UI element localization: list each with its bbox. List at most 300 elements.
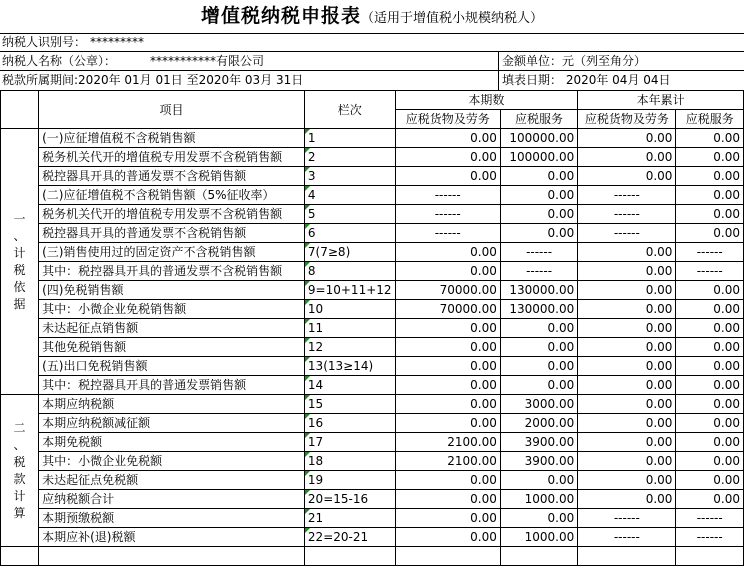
blank-cell xyxy=(500,547,577,566)
section-label-calc xyxy=(1,395,39,547)
row-line-number-text: 18 xyxy=(307,454,324,468)
row-current-goods[interactable] xyxy=(395,433,500,452)
row-current-services-text: 100000.00 xyxy=(509,131,575,145)
row-year-goods-text: 0.00 xyxy=(645,454,673,468)
section-char: 计 xyxy=(13,488,26,503)
row-year-services[interactable] xyxy=(676,528,744,547)
table-row xyxy=(1,471,744,490)
cell-marker-icon xyxy=(305,167,310,172)
row-line-number xyxy=(304,224,395,243)
row-line-number-text: 14 xyxy=(307,378,324,392)
row-year-goods-text: 0.00 xyxy=(645,435,673,449)
fill-date: 填表日期： 2020年 04月 04日 xyxy=(502,73,671,87)
cell-marker-icon xyxy=(305,148,310,153)
row-year-services-text: 0.00 xyxy=(713,131,740,145)
row-current-goods[interactable] xyxy=(395,224,500,243)
row-year-services[interactable] xyxy=(676,281,744,300)
row-item-label xyxy=(39,186,305,205)
table-row xyxy=(1,414,744,433)
section-char: 算 xyxy=(13,505,26,520)
blank-cell xyxy=(39,547,305,566)
row-item-label-text: 未达起征点销售额 xyxy=(42,321,139,335)
section-char: 依 xyxy=(13,279,26,294)
row-current-goods[interactable] xyxy=(395,205,500,224)
row-line-number xyxy=(304,433,395,452)
row-current-services-text: 3900.00 xyxy=(524,435,575,449)
row-year-goods[interactable] xyxy=(578,338,676,357)
row-current-goods-text: 2100.00 xyxy=(447,454,497,468)
row-current-services-text: 0.00 xyxy=(547,226,575,240)
row-year-goods-text: 0.00 xyxy=(645,150,673,164)
row-year-goods-text: 0.00 xyxy=(645,492,673,506)
row-year-goods-text: ------ xyxy=(613,188,640,202)
row-year-services[interactable] xyxy=(676,205,744,224)
row-current-services-text: 2000.00 xyxy=(524,416,575,430)
row-line-number-text: 19 xyxy=(307,473,324,487)
row-current-services[interactable] xyxy=(500,224,577,243)
row-line-number xyxy=(304,205,395,224)
row-line-number xyxy=(304,490,395,509)
row-current-services[interactable] xyxy=(500,167,577,186)
table-row xyxy=(1,433,744,452)
row-item-label-text: 本期预缴税额 xyxy=(42,511,115,525)
row-current-services-text: 100000.00 xyxy=(509,150,575,164)
row-year-services-text: 0.00 xyxy=(713,473,740,487)
row-year-services-text: ------ xyxy=(696,530,723,544)
row-item-label xyxy=(39,490,305,509)
row-current-services[interactable] xyxy=(500,357,577,376)
row-year-services[interactable] xyxy=(676,129,744,148)
table-row xyxy=(1,262,744,281)
row-item-label-text: 税控器具开具的普通发票不含税销售额 xyxy=(42,169,247,183)
col-header-services-year: 应税服务 xyxy=(676,110,744,129)
row-year-services-text: 0.00 xyxy=(713,207,740,221)
row-current-services[interactable] xyxy=(500,300,577,319)
cell-marker-icon xyxy=(305,471,310,476)
row-current-goods[interactable] xyxy=(395,452,500,471)
row-item-label xyxy=(39,262,305,281)
row-line-number-text: 2 xyxy=(307,150,316,164)
row-item-label xyxy=(39,205,305,224)
row-line-number-text: 12 xyxy=(307,340,324,354)
row-year-goods[interactable] xyxy=(578,490,676,509)
row-year-services[interactable] xyxy=(676,186,744,205)
row-item-label xyxy=(39,319,305,338)
row-current-goods[interactable] xyxy=(395,528,500,547)
row-year-goods[interactable] xyxy=(578,395,676,414)
table-row xyxy=(1,376,744,395)
row-item-label xyxy=(39,528,305,547)
row-current-services[interactable] xyxy=(500,471,577,490)
row-current-goods-text: 0.00 xyxy=(470,245,497,259)
row-year-goods-text: 0.00 xyxy=(645,397,673,411)
row-line-number xyxy=(304,338,395,357)
row-current-goods[interactable] xyxy=(395,319,500,338)
col-header-current: 本期数 xyxy=(395,91,578,110)
col-header-item: 项目 xyxy=(39,91,305,129)
row-line-number-text: 7(7≥8) xyxy=(307,245,351,259)
row-year-services[interactable] xyxy=(676,167,744,186)
table-row xyxy=(1,224,744,243)
row-current-services-text: 0.00 xyxy=(547,378,575,392)
row-line-number xyxy=(304,129,395,148)
row-current-goods-text: 0.00 xyxy=(470,340,497,354)
row-current-goods[interactable] xyxy=(395,281,500,300)
blank-cell xyxy=(1,547,39,566)
row-current-services[interactable] xyxy=(500,395,577,414)
row-current-services[interactable] xyxy=(500,490,577,509)
row-current-services[interactable] xyxy=(500,281,577,300)
taxpayer-name-row xyxy=(0,52,744,70)
row-item-label-text: (二)应征增值税不含税销售额（5%征收率） xyxy=(42,188,275,202)
row-current-services[interactable] xyxy=(500,262,577,281)
row-year-goods[interactable] xyxy=(578,281,676,300)
row-year-services[interactable] xyxy=(676,509,744,528)
table-row xyxy=(1,167,744,186)
section-char: 税 xyxy=(13,454,26,469)
cell-marker-icon xyxy=(305,357,310,362)
row-item-label xyxy=(39,167,305,186)
row-line-number-text: 16 xyxy=(307,416,324,430)
row-current-goods-text: ------ xyxy=(434,226,461,240)
row-current-services-text: ------ xyxy=(526,245,553,259)
row-current-goods-text: 0.00 xyxy=(470,264,497,278)
row-current-services[interactable] xyxy=(500,414,577,433)
row-line-number xyxy=(304,414,395,433)
row-line-number xyxy=(304,300,395,319)
row-year-services-text: 0.00 xyxy=(713,302,740,316)
row-year-services-text: 0.00 xyxy=(713,416,740,430)
row-item-label-text: 其中：税控器具开具的普通发票销售额 xyxy=(42,378,247,392)
row-line-number xyxy=(304,319,395,338)
row-current-services[interactable] xyxy=(500,186,577,205)
row-current-services[interactable] xyxy=(500,129,577,148)
cell-marker-icon xyxy=(305,414,310,419)
section-label-basis xyxy=(1,129,39,395)
row-line-number xyxy=(304,243,395,262)
row-year-goods[interactable] xyxy=(578,376,676,395)
cell-marker-icon xyxy=(305,205,310,210)
taxpayer-id-label: 纳税人识别号： xyxy=(2,35,87,49)
row-year-goods-text: 0.00 xyxy=(645,283,673,297)
row-current-goods[interactable] xyxy=(395,167,500,186)
row-year-goods[interactable] xyxy=(578,319,676,338)
row-year-services-text: 0.00 xyxy=(713,283,740,297)
row-year-services-text: 0.00 xyxy=(713,454,740,468)
col-header-goods: 应税货物及劳务 xyxy=(395,110,500,129)
row-current-goods[interactable] xyxy=(395,395,500,414)
row-item-label-text: 未达起征点免税额 xyxy=(42,473,139,487)
row-current-goods-text: ------ xyxy=(434,207,461,221)
row-line-number-text: 11 xyxy=(307,321,324,335)
row-year-services-text: 0.00 xyxy=(713,321,740,335)
table-row-blank xyxy=(1,547,744,566)
row-current-services[interactable] xyxy=(500,452,577,471)
row-item-label-text: 税控器具开具的普通发票不含税销售额 xyxy=(42,226,247,240)
cell-marker-icon xyxy=(305,452,310,457)
row-line-number xyxy=(304,281,395,300)
row-current-goods-text: 0.00 xyxy=(470,321,497,335)
row-item-label-text: 应纳税额合计 xyxy=(42,492,115,506)
row-current-goods-text: 70000.00 xyxy=(439,302,497,316)
row-year-goods-text: 0.00 xyxy=(645,302,673,316)
row-current-goods[interactable] xyxy=(395,471,500,490)
row-year-goods[interactable] xyxy=(578,224,676,243)
row-item-label-text: 本期应纳税额 xyxy=(42,397,115,411)
row-year-goods-text: 0.00 xyxy=(645,378,673,392)
row-current-goods-text: 2100.00 xyxy=(447,435,497,449)
row-current-goods[interactable] xyxy=(395,376,500,395)
row-year-goods-text: 0.00 xyxy=(645,416,673,430)
row-year-services[interactable] xyxy=(676,243,744,262)
row-year-goods-text: 0.00 xyxy=(645,340,673,354)
cell-marker-icon xyxy=(305,224,310,229)
row-current-services-text: 0.00 xyxy=(547,207,575,221)
row-year-goods[interactable] xyxy=(578,167,676,186)
row-year-goods[interactable] xyxy=(578,357,676,376)
row-current-services[interactable] xyxy=(500,433,577,452)
row-line-number-text: 17 xyxy=(307,435,324,449)
row-year-goods-text: 0.00 xyxy=(645,131,673,145)
row-line-number-text: 15 xyxy=(307,397,324,411)
row-year-services-text: 0.00 xyxy=(713,492,740,506)
row-item-label xyxy=(39,395,305,414)
cell-marker-icon xyxy=(305,129,310,134)
row-current-services[interactable] xyxy=(500,509,577,528)
row-line-number xyxy=(304,376,395,395)
row-item-label xyxy=(39,471,305,490)
row-year-goods[interactable] xyxy=(578,528,676,547)
row-year-goods-text: 0.00 xyxy=(645,245,673,259)
row-current-services[interactable] xyxy=(500,376,577,395)
row-item-label xyxy=(39,414,305,433)
blank-cell xyxy=(578,547,676,566)
row-item-label xyxy=(39,243,305,262)
row-year-services-text: ------ xyxy=(696,245,723,259)
row-year-goods[interactable] xyxy=(578,243,676,262)
row-line-number-text: 6 xyxy=(307,226,316,240)
table-row xyxy=(1,395,744,414)
row-current-goods-text: 0.00 xyxy=(470,530,497,544)
cell-marker-icon xyxy=(305,490,310,495)
row-year-goods[interactable] xyxy=(578,471,676,490)
row-year-services-text: ------ xyxy=(696,511,723,525)
row-current-services-text: 130000.00 xyxy=(509,302,575,316)
row-line-number-text: 21 xyxy=(307,511,324,525)
taxpayer-name-label: 纳税人名称（公章）： xyxy=(2,54,117,68)
row-current-services[interactable] xyxy=(500,528,577,547)
row-year-goods[interactable] xyxy=(578,148,676,167)
row-current-services[interactable] xyxy=(500,243,577,262)
row-current-services[interactable] xyxy=(500,148,577,167)
row-year-services[interactable] xyxy=(676,224,744,243)
row-item-label-text: 其中：小微企业免税销售额 xyxy=(42,302,187,316)
row-item-label xyxy=(39,148,305,167)
row-year-goods-text: ------ xyxy=(613,530,640,544)
row-item-label-text: 税务机关代开的增值税专用发票不含税销售额 xyxy=(42,150,283,164)
row-year-services[interactable] xyxy=(676,319,744,338)
row-current-services-text: 3900.00 xyxy=(524,454,575,468)
row-item-label xyxy=(39,224,305,243)
row-item-label xyxy=(39,452,305,471)
row-line-number-text: 9=10+11+12 xyxy=(307,283,392,297)
row-line-number-text: 5 xyxy=(307,207,316,221)
row-year-goods[interactable] xyxy=(578,186,676,205)
tax-period: 税款所属期间:2020年 01月 01日 至2020年 03月 31日 xyxy=(2,73,304,87)
row-year-services[interactable] xyxy=(676,148,744,167)
row-current-services-text: 1000.00 xyxy=(524,530,575,544)
row-year-goods[interactable] xyxy=(578,509,676,528)
row-year-services[interactable] xyxy=(676,262,744,281)
table-row xyxy=(1,452,744,471)
row-current-goods-text: 0.00 xyxy=(470,378,497,392)
blank-cell xyxy=(395,547,500,566)
row-current-goods[interactable] xyxy=(395,414,500,433)
row-current-services-text: 0.00 xyxy=(547,473,575,487)
row-item-label xyxy=(39,338,305,357)
row-year-goods[interactable] xyxy=(578,300,676,319)
row-item-label-text: (一)应征增值税不含税销售额 xyxy=(42,131,196,145)
row-year-services[interactable] xyxy=(676,414,744,433)
row-year-services[interactable] xyxy=(676,471,744,490)
row-year-services-text: 0.00 xyxy=(713,340,740,354)
table-row xyxy=(1,319,744,338)
header-blank xyxy=(1,91,39,129)
row-current-goods[interactable] xyxy=(395,338,500,357)
row-year-services[interactable] xyxy=(676,395,744,414)
row-current-goods-text: 70000.00 xyxy=(439,283,497,297)
row-item-label xyxy=(39,300,305,319)
row-year-goods[interactable] xyxy=(578,262,676,281)
row-current-goods[interactable] xyxy=(395,148,500,167)
row-year-services-text: 0.00 xyxy=(713,378,740,392)
row-year-services-text: 0.00 xyxy=(713,435,740,449)
cell-marker-icon xyxy=(305,262,310,267)
row-item-label-text: (三)销售使用过的固定资产不含税销售额 xyxy=(42,245,256,259)
row-year-services[interactable] xyxy=(676,376,744,395)
row-year-services[interactable] xyxy=(676,357,744,376)
row-year-goods[interactable] xyxy=(578,205,676,224)
row-current-goods-text: ------ xyxy=(434,188,461,202)
row-year-goods-text: 0.00 xyxy=(645,169,673,183)
row-year-goods-text: 0.00 xyxy=(645,264,673,278)
row-year-goods-text: ------ xyxy=(613,511,640,525)
table-row xyxy=(1,338,744,357)
row-year-services-text: 0.00 xyxy=(713,359,740,373)
row-current-goods[interactable] xyxy=(395,262,500,281)
cell-marker-icon xyxy=(305,243,310,248)
row-current-goods[interactable] xyxy=(395,357,500,376)
row-line-number-text: 4 xyxy=(307,188,316,202)
row-line-number-text: 20=15-16 xyxy=(307,492,369,506)
row-item-label-text: 本期应纳税额减征额 xyxy=(42,416,151,430)
row-year-services-text: 0.00 xyxy=(713,188,740,202)
title-main: 增值税纳税申报表 xyxy=(200,5,361,27)
cell-marker-icon xyxy=(305,186,310,191)
row-item-label xyxy=(39,509,305,528)
row-current-goods[interactable] xyxy=(395,243,500,262)
row-line-number xyxy=(304,509,395,528)
tax-return-table xyxy=(0,90,744,566)
row-line-number xyxy=(304,528,395,547)
row-item-label-text: 本期应补(退)税额 xyxy=(42,530,136,544)
form-title xyxy=(0,0,744,33)
row-year-services[interactable] xyxy=(676,490,744,509)
table-row xyxy=(1,205,744,224)
row-current-services-text: 0.00 xyxy=(547,321,575,335)
table-row xyxy=(1,281,744,300)
row-current-services-text: 1000.00 xyxy=(524,492,575,506)
row-current-goods[interactable] xyxy=(395,490,500,509)
row-year-services-text: 0.00 xyxy=(713,397,740,411)
row-year-goods-text: ------ xyxy=(613,207,640,221)
row-line-number xyxy=(304,357,395,376)
row-year-goods[interactable] xyxy=(578,452,676,471)
row-year-services[interactable] xyxy=(676,338,744,357)
row-current-goods-text: 0.00 xyxy=(470,511,497,525)
table-row xyxy=(1,243,744,262)
row-item-label-text: 其中：税控器具开具的普通发票不含税销售额 xyxy=(42,264,283,278)
row-line-number-text: 8 xyxy=(307,264,316,278)
table-row xyxy=(1,129,744,148)
row-line-number-text: 13(13≥14) xyxy=(307,359,374,373)
table-row xyxy=(1,528,744,547)
cell-marker-icon xyxy=(305,395,310,400)
cell-marker-icon xyxy=(305,319,310,324)
cell-marker-icon xyxy=(305,433,310,438)
section-char: 一 xyxy=(13,211,26,226)
row-line-number-text: 3 xyxy=(307,169,316,183)
row-current-goods-text: 0.00 xyxy=(470,473,497,487)
row-year-goods-text: 0.00 xyxy=(645,321,673,335)
row-current-services[interactable] xyxy=(500,319,577,338)
row-year-goods-text: ------ xyxy=(613,226,640,240)
row-current-services-text: ------ xyxy=(526,264,553,278)
section-char: 、 xyxy=(13,228,26,243)
row-line-number xyxy=(304,167,395,186)
row-current-services[interactable] xyxy=(500,338,577,357)
row-current-services-text: 0.00 xyxy=(547,340,575,354)
row-current-goods[interactable] xyxy=(395,129,500,148)
row-line-number xyxy=(304,186,395,205)
row-year-services[interactable] xyxy=(676,433,744,452)
cell-marker-icon xyxy=(305,509,310,514)
row-year-services[interactable] xyxy=(676,300,744,319)
row-current-goods[interactable] xyxy=(395,509,500,528)
cell-marker-icon xyxy=(305,281,310,286)
row-year-goods[interactable] xyxy=(578,433,676,452)
row-current-goods[interactable] xyxy=(395,300,500,319)
section-char: 据 xyxy=(13,296,26,311)
amount-unit-label: 金额单位：元（列至角分） xyxy=(502,54,647,68)
row-line-number xyxy=(304,148,395,167)
row-line-number xyxy=(304,452,395,471)
row-current-services[interactable] xyxy=(500,205,577,224)
row-item-label-text: 税务机关代开的增值税专用发票不含税销售额 xyxy=(42,207,283,221)
row-current-goods[interactable] xyxy=(395,186,500,205)
col-header-line: 栏次 xyxy=(304,91,395,129)
row-current-services-text: 3000.00 xyxy=(524,397,575,411)
row-year-goods[interactable] xyxy=(578,414,676,433)
row-item-label-text: (四)免税销售额 xyxy=(42,283,124,297)
table-row xyxy=(1,357,744,376)
row-item-label xyxy=(39,376,305,395)
row-year-services[interactable] xyxy=(676,452,744,471)
row-year-goods[interactable] xyxy=(578,129,676,148)
row-current-services-text: 130000.00 xyxy=(509,283,575,297)
row-current-goods-text: 0.00 xyxy=(470,359,497,373)
period-row xyxy=(0,71,744,89)
